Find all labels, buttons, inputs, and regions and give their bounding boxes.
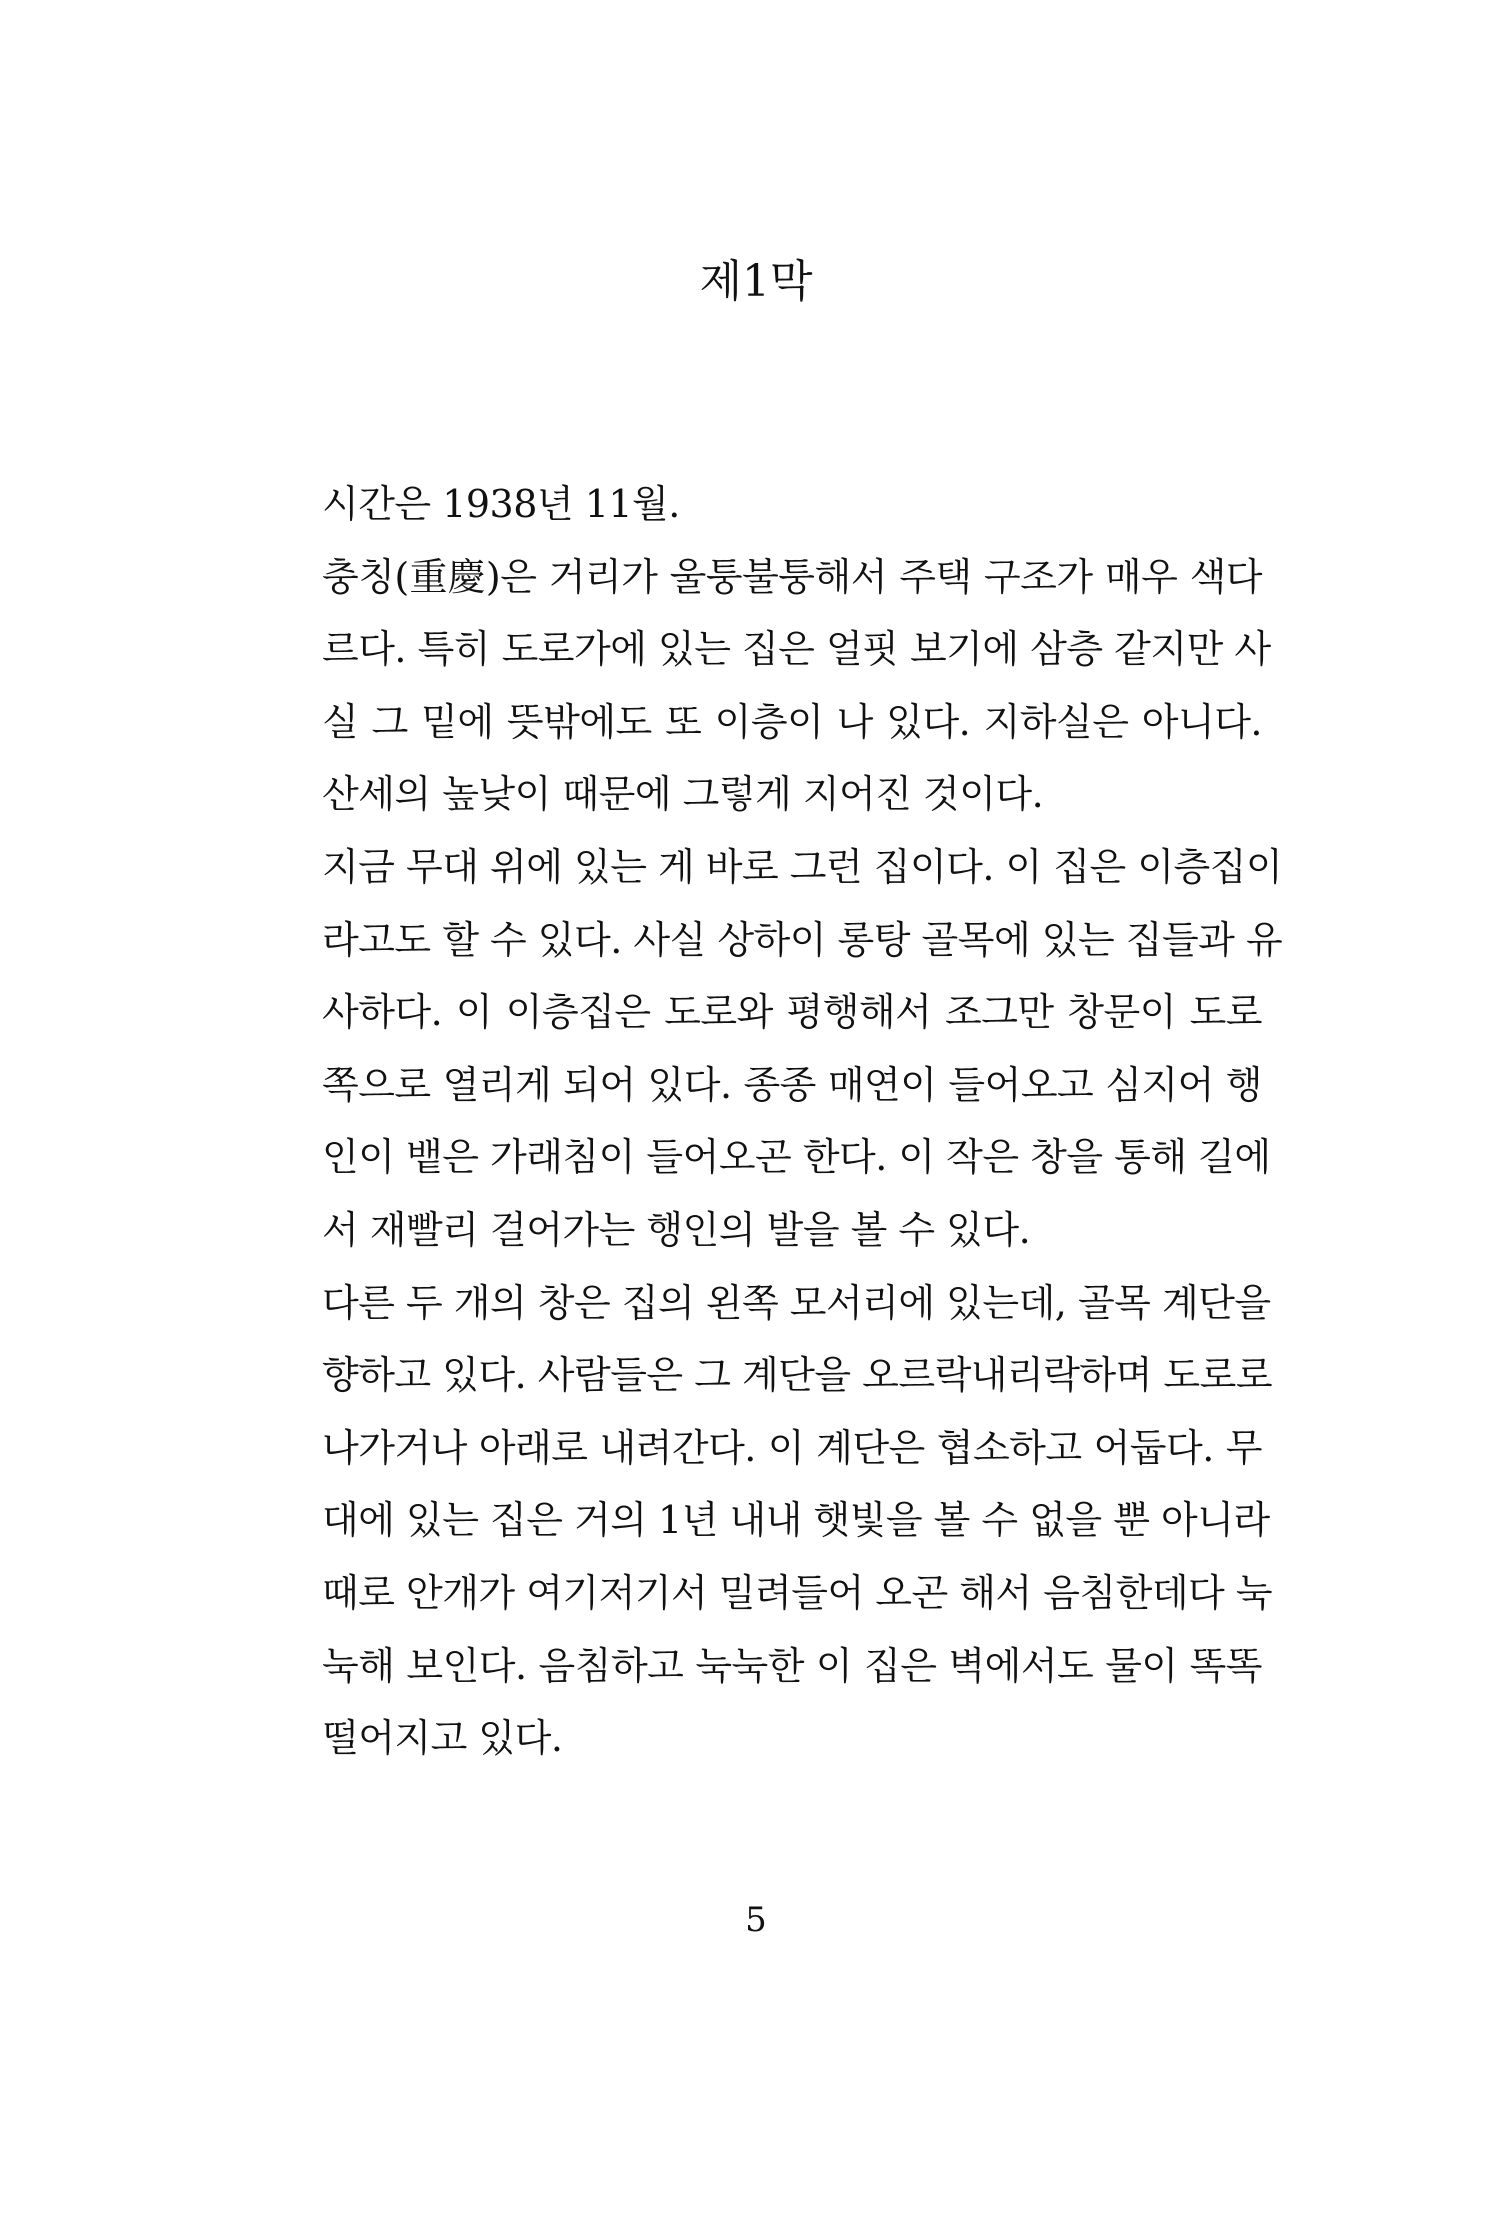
text-line: 지금 무대 위에 있는 게 바로 그런 집이다. 이 집은 이층집이 [322,844,1283,889]
chapter-title: 제1막 [699,256,813,307]
text-line: 르다. 특히 도로가에 있는 집은 얼핏 보기에 삼층 같지만 사 [322,627,1271,672]
text-line: 대에 있는 집은 거의 1년 내내 햇빛을 볼 수 없을 뿐 아니라 [322,1498,1270,1543]
text-line: 눅해 보인다. 음침하고 눅눅한 이 집은 벽에서도 물이 똑똑 [322,1643,1262,1688]
text-line: 때로 안개가 여기저기서 밀려들어 오곤 해서 음침한데다 눅 [322,1570,1273,1615]
text-line: 시간은 1938년 11월. [322,482,680,526]
text-line: 서 재빨리 걸어가는 행인의 발을 볼 수 있다. [322,1207,1031,1252]
body-text [322,468,1283,1775]
text-line: 산세의 높낮이 때문에 그렇게 지어진 것이다. [322,772,1044,817]
text-line: 실 그 밑에 뜻밖에도 또 이층이 나 있다. 지하실은 아니다. [322,699,1262,744]
text-line: 충칭(重慶)은 거리가 울퉁불퉁해서 주택 구조가 매우 색다 [322,554,1262,599]
text-line: 인이 뱉은 가래침이 들어오곤 한다. 이 작은 창을 통해 길에 [322,1135,1271,1180]
text-line: 다른 두 개의 창은 집의 왼쪽 모서리에 있는데, 골목 계단을 [322,1280,1271,1325]
text-line: 쪽으로 열리게 되어 있다. 종종 매연이 들어오고 심지어 행 [322,1062,1262,1107]
page-number: 5 [745,1900,767,1940]
text-line: 나가거나 아래로 내려간다. 이 계단은 협소하고 어둡다. 무 [322,1425,1262,1470]
text-line: 사하다. 이 이층집은 도로와 평행해서 조그만 창문이 도로 [322,990,1262,1035]
text-line: 라고도 할 수 있다. 사실 상하이 롱탕 골목에 있는 집들과 유 [322,917,1283,962]
text-line: 떨어지고 있다. [322,1716,563,1761]
text-line: 향하고 있다. 사람들은 그 계단을 오르락내리락하며 도로로 [322,1353,1273,1398]
